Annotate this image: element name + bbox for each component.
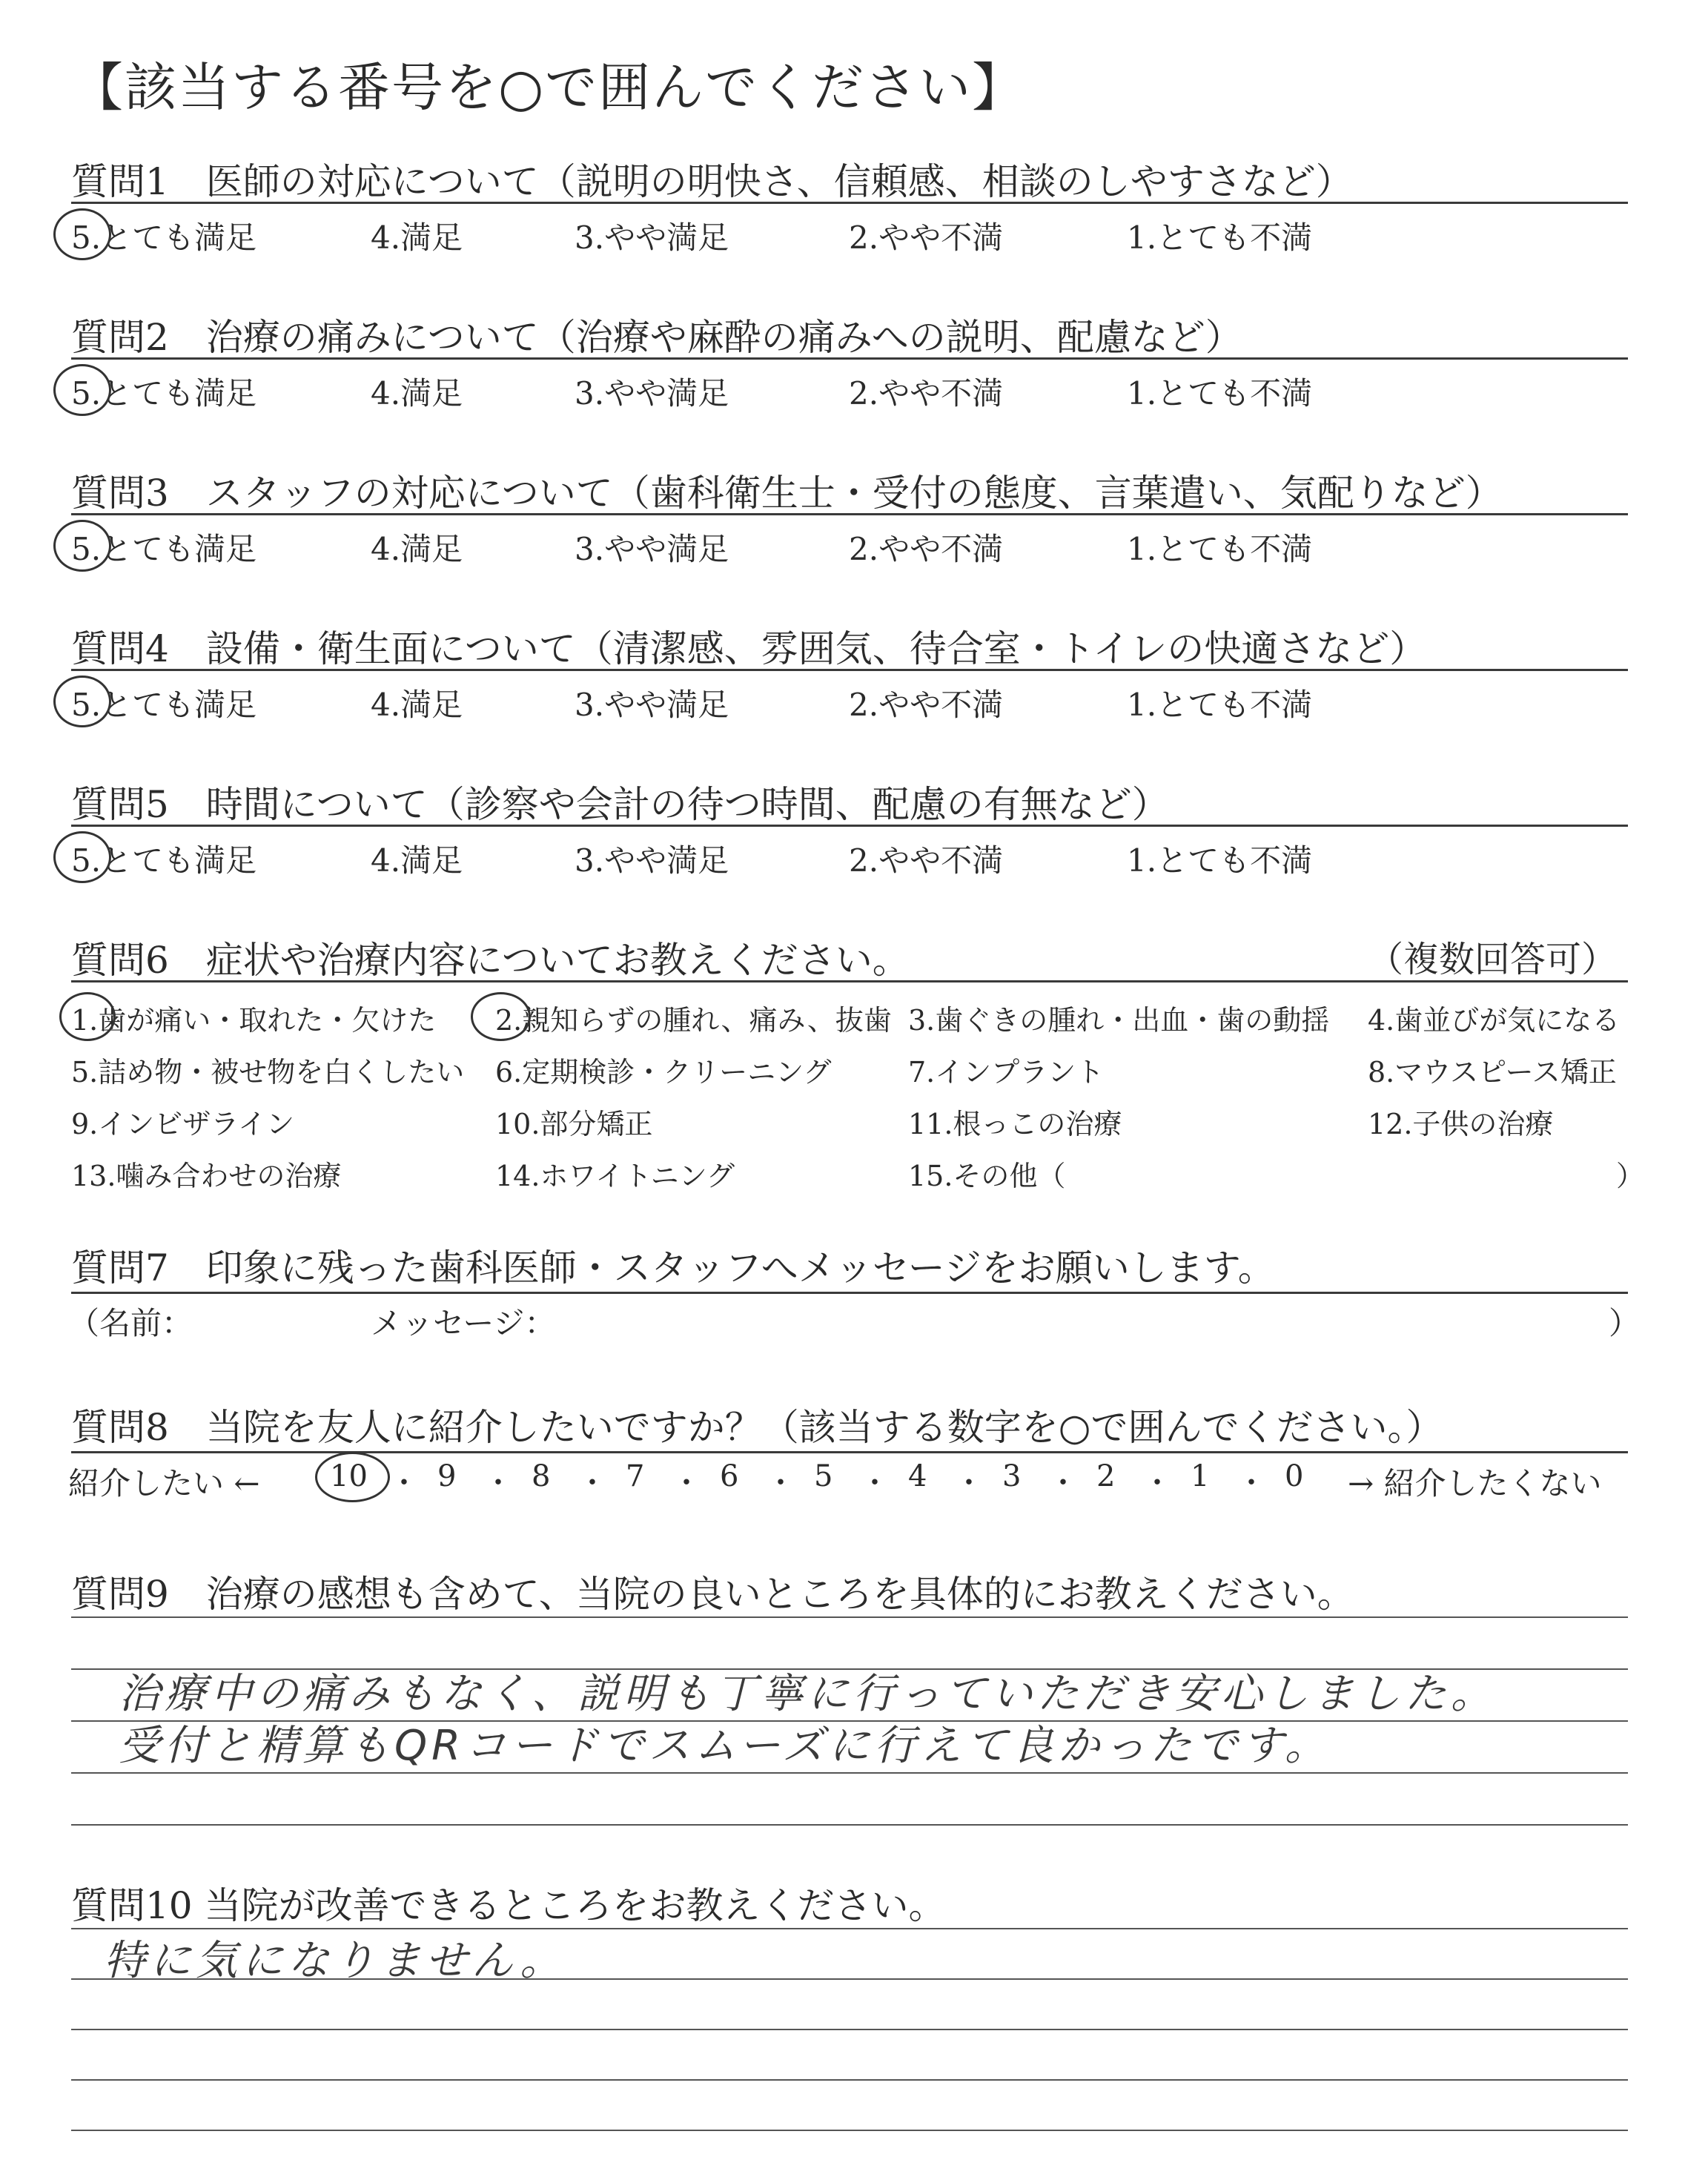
q7-title: 質問7 印象に残った歯科医師・スタッフへメッセージをお願いします。 [71,1246,1275,1289]
q4-option-5[interactable]: 5.とても満足 [71,687,257,723]
q8-scale-4[interactable]: 4 [908,1459,927,1493]
q9-line-1 [71,1616,1628,1618]
q7-message-label: メッセージ： [371,1305,556,1341]
q2-title: 質問2 治療の痛みについて（治療や麻酔の痛みへの説明、配慮など） [71,316,1242,359]
q4-option-4[interactable]: 4.満足 [371,687,463,723]
q8-scale-5[interactable]: 5 [814,1459,833,1493]
q8-separator: ・ [766,1466,795,1500]
q8-selection-circle [315,1452,390,1502]
q3-option-2[interactable]: 2.やや不満 [849,531,1004,567]
q8-scale-7[interactable]: 7 [626,1459,645,1493]
q8-scale-10[interactable]: 10 [330,1459,368,1493]
q8-left-label: 紹介したい ← [68,1465,260,1502]
q6-option-11[interactable]: 11.根っこの治療 [908,1108,1122,1140]
q6-option-4[interactable]: 4.歯並びが気になる [1368,1004,1621,1037]
q4-selection-circle [53,676,111,727]
q8-separator: ・ [483,1466,513,1500]
q6-option-12[interactable]: 12.子供の治療 [1368,1108,1554,1140]
q6-option-8[interactable]: 8.マウスピース矯正 [1368,1056,1617,1089]
q8-title: 質問8 当院を友人に紹介したいですか？（該当する数字を○で囲んでください。） [71,1406,1443,1449]
q2-option-5[interactable]: 5.とても満足 [71,375,257,412]
q6-rule [71,980,1628,982]
q6-selection-circle-1 [59,992,116,1041]
q8-separator: ・ [1048,1466,1078,1500]
q6-option-3[interactable]: 3.歯ぐきの腫れ・出血・歯の動揺 [908,1004,1330,1037]
q1-option-4[interactable]: 4.満足 [371,219,463,256]
q8-separator: ・ [389,1466,419,1500]
q8-scale-9[interactable]: 9 [437,1459,457,1493]
q5-option-1[interactable]: 1.とても不満 [1127,842,1313,879]
q8-separator: ・ [860,1466,890,1500]
q1-rule [71,202,1628,204]
q8-scale-0[interactable]: 0 [1285,1459,1304,1493]
q6-option-9[interactable]: 9.インビザライン [71,1108,295,1140]
q10-line-4 [71,2079,1628,2081]
q8-scale-8[interactable]: 8 [532,1459,551,1493]
q5-title: 質問5 時間について（診察や会計の待つ時間、配慮の有無など） [71,783,1169,826]
q8-separator: ・ [672,1466,701,1500]
q10-line-3 [71,2029,1628,2030]
q2-option-4[interactable]: 4.満足 [371,375,463,412]
q6-option-13[interactable]: 13.噛み合わせの治療 [71,1160,342,1192]
q3-selection-circle [53,520,111,572]
q7-close-paren: ） [1609,1305,1641,1341]
q6-option-2[interactable]: 2.親知らずの腫れ、痛み、抜歯 [495,1004,892,1037]
q8-scale-3[interactable]: 3 [1002,1459,1022,1493]
q5-option-5[interactable]: 5.とても満足 [71,842,257,879]
q3-option-4[interactable]: 4.満足 [371,531,463,567]
q6-title: 質問6 症状や治療内容についてお教えください。 [71,939,910,982]
q1-option-5[interactable]: 5.とても満足 [71,219,257,256]
q8-scale-1[interactable]: 1 [1191,1459,1210,1493]
q2-option-2[interactable]: 2.やや不満 [849,375,1004,412]
q5-option-2[interactable]: 2.やや不満 [849,842,1004,879]
q7-rule [71,1292,1628,1294]
q5-rule [71,825,1628,827]
q1-option-2[interactable]: 2.やや不満 [849,219,1004,256]
q9-title: 質問9 治療の感想も含めて、当院の良いところを具体的にお教えください。 [71,1573,1354,1616]
q3-title: 質問3 スタッフの対応について（歯科衛生士・受付の態度、言葉遣い、気配りなど） [71,472,1503,515]
q6-option-1[interactable]: 1.歯が痛い・取れた・欠けた [71,1004,437,1037]
q8-scale-6[interactable]: 6 [720,1459,739,1493]
form-title: 【該当する番号を○で囲んでください】 [71,57,1026,118]
q2-selection-circle [53,364,111,416]
q10-title: 質問10 当院が改善できるところをお教えください。 [71,1884,946,1927]
q9-line-5 [71,1824,1628,1826]
q6-option-15[interactable]: 15.その他（ [908,1160,1066,1192]
q2-option-1[interactable]: 1.とても不満 [1127,375,1313,412]
q7-name-label: （名前： [68,1305,193,1341]
q1-option-1[interactable]: 1.とても不満 [1127,219,1313,256]
q8-separator: ・ [954,1466,984,1500]
q8-right-label: → 紹介したくない [1348,1465,1602,1502]
q8-separator: ・ [1142,1466,1172,1500]
q8-separator: ・ [1237,1466,1266,1500]
q2-rule [71,357,1628,360]
q10-answer-line-1: 特に気になりません。 [104,1937,566,1985]
q1-option-3[interactable]: 3.やや満足 [575,219,729,256]
q6-option-5[interactable]: 5.詰め物・被せ物を白くしたい [71,1056,465,1089]
q6-option-6[interactable]: 6.定期検診・クリーニング [495,1056,832,1089]
q6-other-close-paren: ） [1616,1160,1645,1192]
q4-rule [71,669,1628,671]
q6-note: （複数回答可） [1368,939,1618,980]
q9-answer-line-1: 治療中の痛みもなく、説明も丁寧に行っていただき安心しました。 [119,1670,1497,1718]
q8-separator: ・ [577,1466,607,1500]
q4-option-3[interactable]: 3.やや満足 [575,687,729,723]
q5-option-4[interactable]: 4.満足 [371,842,463,879]
q6-selection-circle-2 [471,992,531,1041]
q3-option-3[interactable]: 3.やや満足 [575,531,729,567]
q1-title: 質問1 医師の対応について（説明の明快さ、信頼感、相談のしやすさなど） [71,160,1353,203]
q6-option-10[interactable]: 10.部分矯正 [495,1108,653,1140]
q9-line-4 [71,1772,1628,1774]
q5-selection-circle [53,831,111,883]
q2-option-3[interactable]: 3.やや満足 [575,375,729,412]
q4-option-2[interactable]: 2.やや不満 [849,687,1004,723]
q3-option-5[interactable]: 5.とても満足 [71,531,257,567]
q8-scale-2[interactable]: 2 [1096,1459,1116,1493]
q1-selection-circle [53,208,111,260]
q4-option-1[interactable]: 1.とても不満 [1127,687,1313,723]
q6-option-7[interactable]: 7.インプラント [908,1056,1105,1089]
q3-rule [71,513,1628,515]
q3-option-1[interactable]: 1.とても不満 [1127,531,1313,567]
q8-rule [71,1451,1628,1453]
q5-option-3[interactable]: 3.やや満足 [575,842,729,879]
q9-answer-line-2: 受付と精算もQRコードでスムーズに行えて良かったです。 [119,1722,1331,1770]
q10-line-5 [71,2130,1628,2131]
q6-option-14[interactable]: 14.ホワイトニング [495,1160,735,1192]
q4-title: 質問4 設備・衛生面について（清潔感、雰囲気、待合室・トイレの快適さなど） [71,627,1427,670]
